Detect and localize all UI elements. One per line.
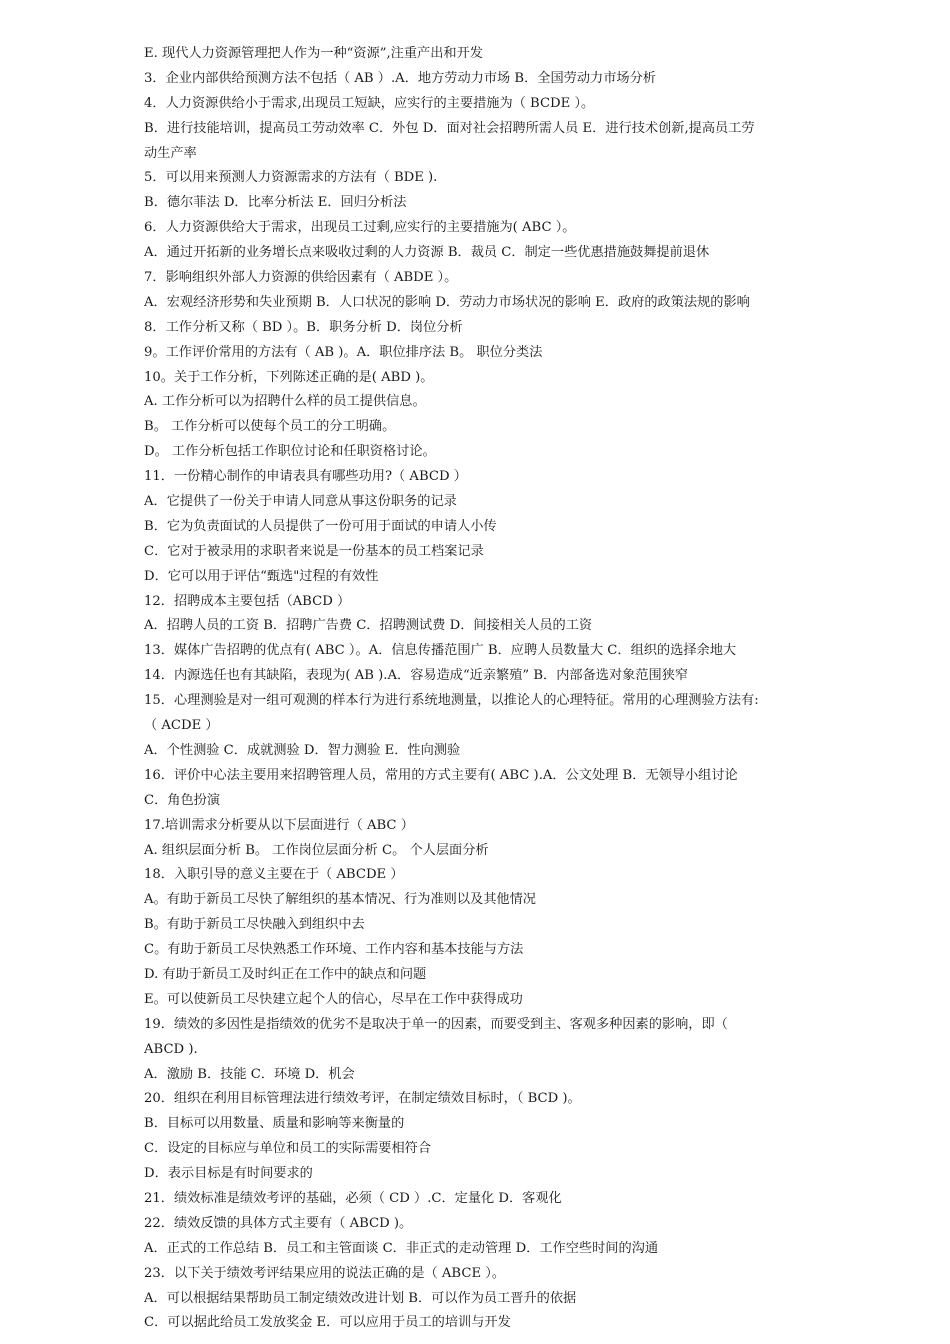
text-line: 17.培训需求分析要从以下层面进行（ ABC ）	[144, 817, 414, 833]
text-line: B．目标可以用数量、质量和影响等来衡量的	[144, 1116, 405, 1132]
text-line: D。 工作分析包括工作职位讨论和任职资格讨论。	[144, 444, 436, 460]
text-line: C．可以据此给员工发放奖金 E．可以应用于员工的培训与开发	[144, 1315, 511, 1331]
text-line: D. 有助于新员工及时纠正在工作中的缺点和问题	[144, 966, 427, 982]
text-line: 19．绩效的多因性是指绩效的优劣不是取决于单一的因素，而要受到主、客观多种因素的影响，即（	[144, 1016, 728, 1032]
text-line: 11．一份精心制作的申请表具有哪些功用?（ ABCD ）	[144, 469, 467, 485]
text-line: 动生产率	[144, 145, 197, 161]
text-line: A．它提供了一份关于申请人同意从事这份职务的记录	[144, 494, 457, 510]
text-line: 3．企业内部供给预测方法不包括（ AB ）.A．地方劳动力市场 B．全国劳动力市场分析	[144, 70, 656, 86]
text-line: A．激励 B．技能 C．环境 D．机会	[144, 1066, 355, 1082]
text-line: A．通过开拓新的业务增长点来吸收过剩的人力资源 B．裁员 C．制定一些优惠措施鼓舞提前退休	[144, 245, 710, 261]
text-line: 10。关于工作分析，下列陈述正确的是( ABD )。	[144, 369, 434, 385]
text-line: A。有助于新员工尽快了解组织的基本情况、行为准则以及其他情况	[144, 892, 536, 908]
text-line: 4．人力资源供给小于需求,出现员工短缺，应实行的主要措施为（ BCDE ）。	[144, 95, 595, 111]
text-line: 12．招聘成本主要包括（ABCD ）	[144, 593, 351, 609]
document-body	[144, 42, 824, 1336]
text-line: 20．组织在利用目标管理法进行绩效考评，在制定绩效目标时，（ BCD )。	[144, 1091, 581, 1107]
text-line: 23．以下关于绩效考评结果应用的说法正确的是（ ABCE ）。	[144, 1265, 506, 1281]
text-line: （ ACDE ）	[144, 718, 219, 734]
text-line: 16．评价中心法主要用来招聘管理人员，常用的方式主要有( ABC ).A．公文处理 B．无领导小组讨论	[144, 767, 738, 783]
text-line: B。有助于新员工尽快融入到组织中去	[144, 917, 365, 933]
text-line: 21．绩效标准是绩效考评的基础，必须（ CD ）.C．定量化 D．客观化	[144, 1190, 562, 1206]
text-line: A．可以根据结果帮助员工制定绩效改进计划 B．可以作为员工晋升的依据	[144, 1290, 577, 1306]
text-line: 8．工作分析又称（ BD ）。B．职务分析 D．岗位分析	[144, 319, 463, 335]
text-line: C。有助于新员工尽快熟悉工作环境、工作内容和基本技能与方法	[144, 942, 524, 958]
text-line: A．个性测验 C．成就测验 D．智力测验 E．性向测验	[144, 742, 461, 758]
text-line: E. 现代人力资源管理把人作为一种“资源”,注重产出和开发	[144, 46, 483, 61]
text-line: A．宏观经济形势和失业预期 B．人口状况的影响 D．劳动力市场状况的影响 E．政府的政策法规的影响	[144, 294, 750, 310]
text-line: A. 组织层面分析 B。 工作岗位层面分析 C。 个人层面分析	[144, 842, 489, 858]
text-line: 22．绩效反馈的具体方式主要有（ ABCD )。	[144, 1215, 413, 1231]
text-line: 15．心理测验是对一组可观测的样本行为进行系统地测量，以推论人的心理特征。常用的心理测验方法有:	[144, 693, 759, 709]
text-line: B．它为负责面试的人员提供了一份可用于面试的申请人小传	[144, 518, 497, 534]
text-line: 5．可以用来预测人力资源需求的方法有（ BDE ).	[144, 170, 438, 186]
text-line: 14．内源选任也有其缺陷，表现为( AB ).A．容易造成“近亲繁殖” B．内部备选对象范围狭窄	[144, 668, 689, 684]
text-line: A. 工作分析可以为招聘什么样的员工提供信息。	[144, 394, 426, 410]
text-line: ABCD ).	[144, 1041, 198, 1057]
text-line: D．表示目标是有时间要求的	[144, 1166, 313, 1182]
text-line: A．正式的工作总结 B．员工和主管面谈 C．非正式的走动管理 D．工作空些时间的沟通	[144, 1240, 659, 1256]
text-line: B。 工作分析可以使每个员工的分工明确。	[144, 419, 396, 435]
text-line: 13．媒体广告招聘的优点有( ABC ）。A．信息传播范围广 B．应聘人员数量大 C．组织的选择余地大	[144, 643, 737, 659]
text-line: C．设定的目标应与单位和员工的实际需要相符合	[144, 1141, 432, 1157]
text-line: 7．影响组织外部人力资源的供给因素有（ ABDE ）。	[144, 270, 458, 286]
text-line: C．它对于被录用的求职者来说是一份基本的员工档案记录	[144, 543, 484, 559]
text-line: 18．入职引导的意义主要在于（ ABCDE ）	[144, 867, 404, 883]
text-line: B．进行技能培训，提高员工劳动效率 C．外包 D．面对社会招聘所需人员 E．进行技术创新,提高员工劳	[144, 120, 755, 136]
text-line: D．它可以用于评估“甄选"过程的有效性	[144, 568, 379, 584]
text-line: 6．人力资源供给大于需求，出现员工过剩,应实行的主要措施为( ABC ）。	[144, 220, 576, 236]
text-line: E。可以使新员工尽快建立起个人的信心，尽早在工作中获得成功	[144, 991, 523, 1007]
text-line: A．招聘人员的工资 B．招聘广告费 C．招聘测试费 D．间接相关人员的工资	[144, 618, 593, 634]
text-line: 9。工作评价常用的方法有（ AB )。A．职位排序法 B。 职位分类法	[144, 344, 543, 360]
text-line: B．德尔菲法 D．比率分析法 E．回归分析法	[144, 195, 407, 211]
text-line: C．角色扮演	[144, 792, 221, 808]
